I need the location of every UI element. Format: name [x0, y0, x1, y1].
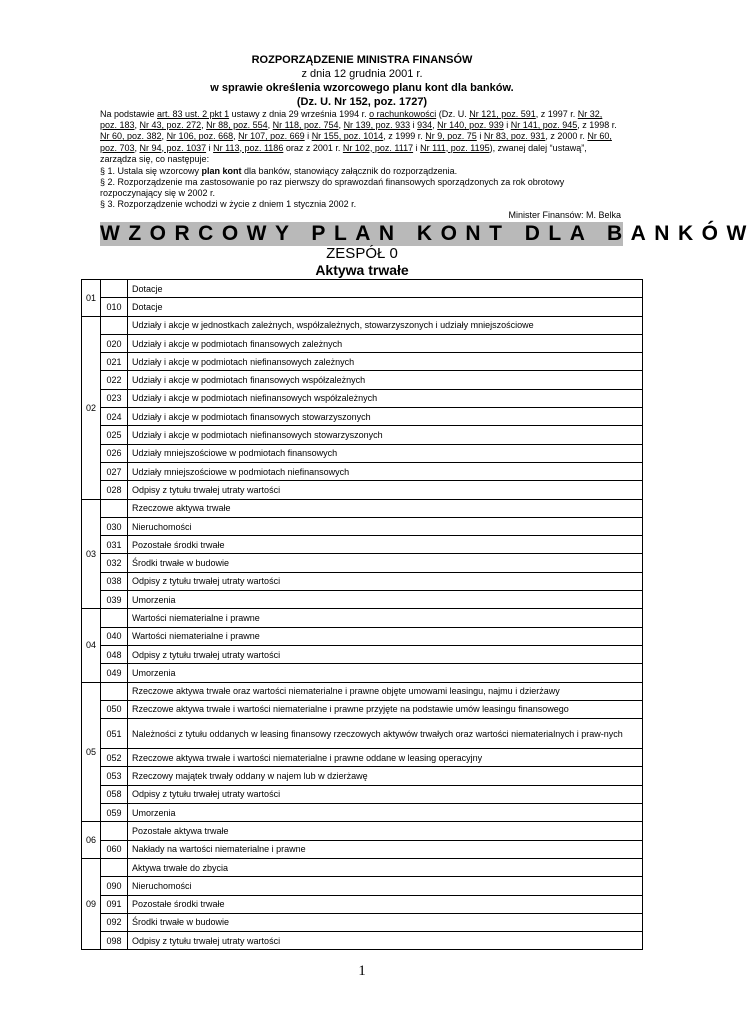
account-code: 038 [101, 572, 128, 590]
table-row [82, 444, 643, 462]
regulation-reference: (Dz. U. Nr 152, poz. 1727) [296, 96, 428, 108]
group-code: 09 [82, 858, 101, 949]
paragraph-3: § 3. Rozporządzenie wchodzi w życie z dniem 1 stycznia 2002 r. [100, 199, 357, 209]
legal-link[interactable]: Nr 60, poz. 382 [100, 131, 162, 142]
table-row [82, 840, 643, 858]
account-name: Rzeczowe aktywa trwałe i wartości niematerialne i prawne przyjęte na podstawie umów leasingu finansowego [128, 700, 643, 718]
group-title: Wartości niematerialne i prawne [128, 609, 643, 627]
legal-link[interactable]: Nr 121, poz. 591 [469, 109, 536, 119]
regulation-subject: w sprawie określenia wzorcowego planu kont dla banków. [210, 82, 514, 94]
account-name: Udziały i akcje w podmiotach niefinansowych współzależnych [128, 389, 643, 407]
account-name: Pozostałe środki trwałe [128, 536, 643, 554]
account-name: Odpisy z tytułu trwałej utraty wartości [128, 785, 643, 803]
empty-code-cell [101, 682, 128, 700]
table-row [82, 785, 643, 803]
account-code: 039 [101, 591, 128, 609]
account-code: 059 [101, 804, 128, 822]
legal-link[interactable]: Nr 140, poz. 939 [437, 120, 504, 131]
table-row [82, 591, 643, 609]
table-row [82, 371, 643, 389]
account-code: 092 [101, 913, 128, 931]
legal-link[interactable]: Nr 113, poz. 1186 [213, 142, 284, 153]
legal-link[interactable]: Nr 107, poz. 669 [238, 131, 305, 142]
empty-code-cell [101, 280, 128, 298]
account-name: Dotacje [128, 298, 643, 316]
table-row [82, 298, 643, 316]
legal-link[interactable]: Nr 43, poz. 272 [139, 120, 202, 131]
legal-link[interactable]: Nr 139, poz. 933 [343, 120, 411, 131]
group-title: Udziały i akcje w jednostkach zależnych, współzależnych, stowarzyszonych i udziały mniejszościowe [128, 316, 643, 334]
account-code: 030 [101, 517, 128, 535]
regulation-title: ROZPORZĄDZENIE MINISTRA FINANSÓW [251, 54, 473, 66]
table-row [82, 664, 643, 682]
table-row [82, 408, 643, 426]
legal-link[interactable]: Nr 111, poz. 1195 [420, 142, 490, 153]
account-code: 022 [101, 371, 128, 389]
group-title: Rzeczowe aktywa trwałe [128, 499, 643, 517]
legal-basis: Na podstawie art. 83 ust. 2 pkt 1 ustawy z dnia 29 września 1994 r. o rachunkowości (Dz. U. Nr 121, poz. 591, z 1997 r. Nr 32, poz. 183, Nr 43, poz. 272, Nr 88, poz. 554, Nr 118, poz. 754, Nr 139, poz. 933 i 934, Nr 140, poz. 939 i Nr 141, poz. 945, z 1998 r. Nr 60, poz. 382, Nr 106, poz. 668, Nr 107, poz. 669 i Nr 155, poz. 1014, z 1999 r. Nr 9, poz. 75 i Nr 83, poz. 931, z 2000 r. Nr 60, poz. 703, Nr 94, poz. 1037 i Nr 113, poz. 1186 oraz z 2001 r. Nr 102, poz. 1117 i Nr 111, poz. 1195), zwanej dalej “ustawą”, zarządza się, co następuje: [100, 109, 617, 164]
account-name: Udziały i akcje w podmiotach finansowych współzależnych [128, 371, 643, 389]
table-row [82, 554, 643, 572]
account-name: Umorzenia [128, 591, 643, 609]
account-code: 024 [101, 408, 128, 426]
legal-link[interactable]: o rachunkowości [369, 109, 437, 119]
group-header-row [82, 609, 643, 627]
empty-code-cell [101, 499, 128, 517]
account-name: Należności z tytułu oddanych w leasing finansowy rzeczowych aktywów trwałych oraz wartości niematerialnych i praw-nych [128, 719, 643, 749]
account-code: 090 [101, 877, 128, 895]
table-row [82, 353, 643, 371]
account-code: 021 [101, 353, 128, 371]
account-code: 028 [101, 481, 128, 499]
legal-link[interactable]: Nr 141, poz. 945 [510, 120, 578, 131]
empty-code-cell [101, 316, 128, 334]
account-name: Rzeczowe aktywa trwałe i wartości niematerialne i prawne oddane w leasing operacyjny [128, 749, 643, 767]
empty-code-cell [101, 822, 128, 840]
table-row [82, 536, 643, 554]
account-code: 053 [101, 767, 128, 785]
account-code: 060 [101, 840, 128, 858]
section-heading: Aktywa trwałe [315, 262, 409, 278]
account-name: Udziały mniejszościowe w podmiotach niefinansowych [128, 462, 643, 480]
table-row [82, 749, 643, 767]
group-title: Dotacje [128, 280, 643, 298]
plan-title-banner: WZORCOWY PLAN KONT DLA BANKÓW [100, 222, 755, 245]
account-code: 031 [101, 536, 128, 554]
table-row [82, 572, 643, 590]
table-row [82, 481, 643, 499]
account-name: Wartości niematerialne i prawne [128, 627, 643, 645]
account-name: Umorzenia [128, 804, 643, 822]
group-header-row [82, 316, 643, 334]
table-row [82, 913, 643, 931]
group-heading: ZESPÓŁ 0 [326, 245, 398, 262]
account-code: 051 [101, 719, 128, 749]
account-code: 048 [101, 645, 128, 663]
legal-link[interactable]: Nr 88, poz. 554 [206, 120, 268, 131]
account-name: Umorzenia [128, 664, 643, 682]
account-code: 026 [101, 444, 128, 462]
legal-link[interactable]: Nr 94, poz. 1037 [139, 142, 207, 153]
group-code: 06 [82, 822, 101, 859]
group-code: 05 [82, 682, 101, 822]
group-header-row [82, 822, 643, 840]
account-name: Nieruchomości [128, 517, 643, 535]
signer: Minister Finansów: M. Belka [508, 210, 621, 220]
account-code: 023 [101, 389, 128, 407]
account-name: Udziały i akcje w podmiotach finansowych zależnych [128, 334, 643, 352]
account-name: Nieruchomości [128, 877, 643, 895]
account-name: Nakłady na wartości niematerialne i prawne [128, 840, 643, 858]
group-code: 01 [82, 280, 101, 317]
table-row [82, 462, 643, 480]
table-row [82, 932, 643, 950]
empty-code-cell [101, 609, 128, 627]
group-title: Rzeczowe aktywa trwałe oraz wartości niematerialne i prawne objęte umowami leasingu, najmu i dzierżawy [128, 682, 643, 700]
table-row [82, 389, 643, 407]
table-row [82, 645, 643, 663]
account-name: Odpisy z tytułu trwałej utraty wartości [128, 572, 643, 590]
table-row [82, 334, 643, 352]
paragraph-1: § 1. Ustala się wzorcowy plan kont dla banków, stanowiący załącznik do rozporządzenia. [100, 166, 458, 176]
table-row [82, 426, 643, 444]
group-code: 04 [82, 609, 101, 682]
table-row [82, 517, 643, 535]
table-row [82, 767, 643, 785]
table-row [82, 804, 643, 822]
legal-link[interactable]: Nr 102, poz. 1117 [342, 142, 414, 153]
account-name: Udziały i akcje w podmiotach niefinansowych zależnych [128, 353, 643, 371]
empty-code-cell [101, 858, 128, 876]
group-code: 02 [82, 316, 101, 499]
group-header-row [82, 682, 643, 700]
group-code: 03 [82, 499, 101, 609]
legal-link[interactable]: Nr 106, poz. 668 [166, 131, 234, 142]
group-header-row [82, 499, 643, 517]
table-row [82, 895, 643, 913]
account-name: Rzeczowy majątek trwały oddany w najem lub w dzierżawę [128, 767, 643, 785]
table-row [82, 877, 643, 895]
account-name: Odpisy z tytułu trwałej utraty wartości [128, 932, 643, 950]
account-code: 032 [101, 554, 128, 572]
accounts-table [81, 279, 643, 950]
group-header-row [82, 858, 643, 876]
account-code: 091 [101, 895, 128, 913]
paragraph-2: § 2. Rozporządzenie ma zastosowanie po raz pierwszy do sprawozdań finansowych sporządzonych za rok obrotowy rozpoczynający się w 2002 r. [100, 177, 565, 199]
legal-link[interactable]: 934 [417, 120, 433, 131]
legal-link[interactable]: art. 83 ust. 2 pkt 1 [157, 109, 230, 119]
account-name: Środki trwałe w budowie [128, 913, 643, 931]
legal-link[interactable]: Nr 155, poz. 1014 [311, 131, 384, 142]
group-title: Aktywa trwałe do zbycia [128, 858, 643, 876]
account-code: 025 [101, 426, 128, 444]
account-name: Udziały mniejszościowe w podmiotach finansowych [128, 444, 643, 462]
group-title: Pozostałe aktywa trwałe [128, 822, 643, 840]
table-row [82, 719, 643, 749]
table-row [82, 627, 643, 645]
legal-link[interactable]: Nr 32, poz. 183 [100, 109, 603, 131]
account-name: Odpisy z tytułu trwałej utraty wartości [128, 645, 643, 663]
legal-link[interactable]: Nr 83, poz. 931 [483, 131, 546, 142]
legal-link[interactable]: Nr 60, poz. 703 [100, 131, 612, 153]
account-name: Udziały i akcje w podmiotach finansowych stowarzyszonych [128, 408, 643, 426]
account-name: Udziały i akcje w podmiotach niefinansowych stowarzyszonych [128, 426, 643, 444]
account-code: 050 [101, 700, 128, 718]
account-code: 010 [101, 298, 128, 316]
account-code: 020 [101, 334, 128, 352]
group-header-row [82, 280, 643, 298]
table-row [82, 700, 643, 718]
account-code: 058 [101, 785, 128, 803]
legal-link[interactable]: Nr 118, poz. 754 [272, 120, 339, 131]
regulation-date: z dnia 12 grudnia 2001 r. [301, 68, 423, 80]
account-code: 027 [101, 462, 128, 480]
legal-link[interactable]: Nr 9, poz. 75 [425, 131, 477, 142]
account-code: 049 [101, 664, 128, 682]
account-name: Odpisy z tytułu trwałej utraty wartości [128, 481, 643, 499]
account-code: 098 [101, 932, 128, 950]
account-name: Środki trwałe w budowie [128, 554, 643, 572]
page-number: 1 [358, 963, 366, 979]
account-name: Pozostałe środki trwałe [128, 895, 643, 913]
account-code: 040 [101, 627, 128, 645]
account-code: 052 [101, 749, 128, 767]
